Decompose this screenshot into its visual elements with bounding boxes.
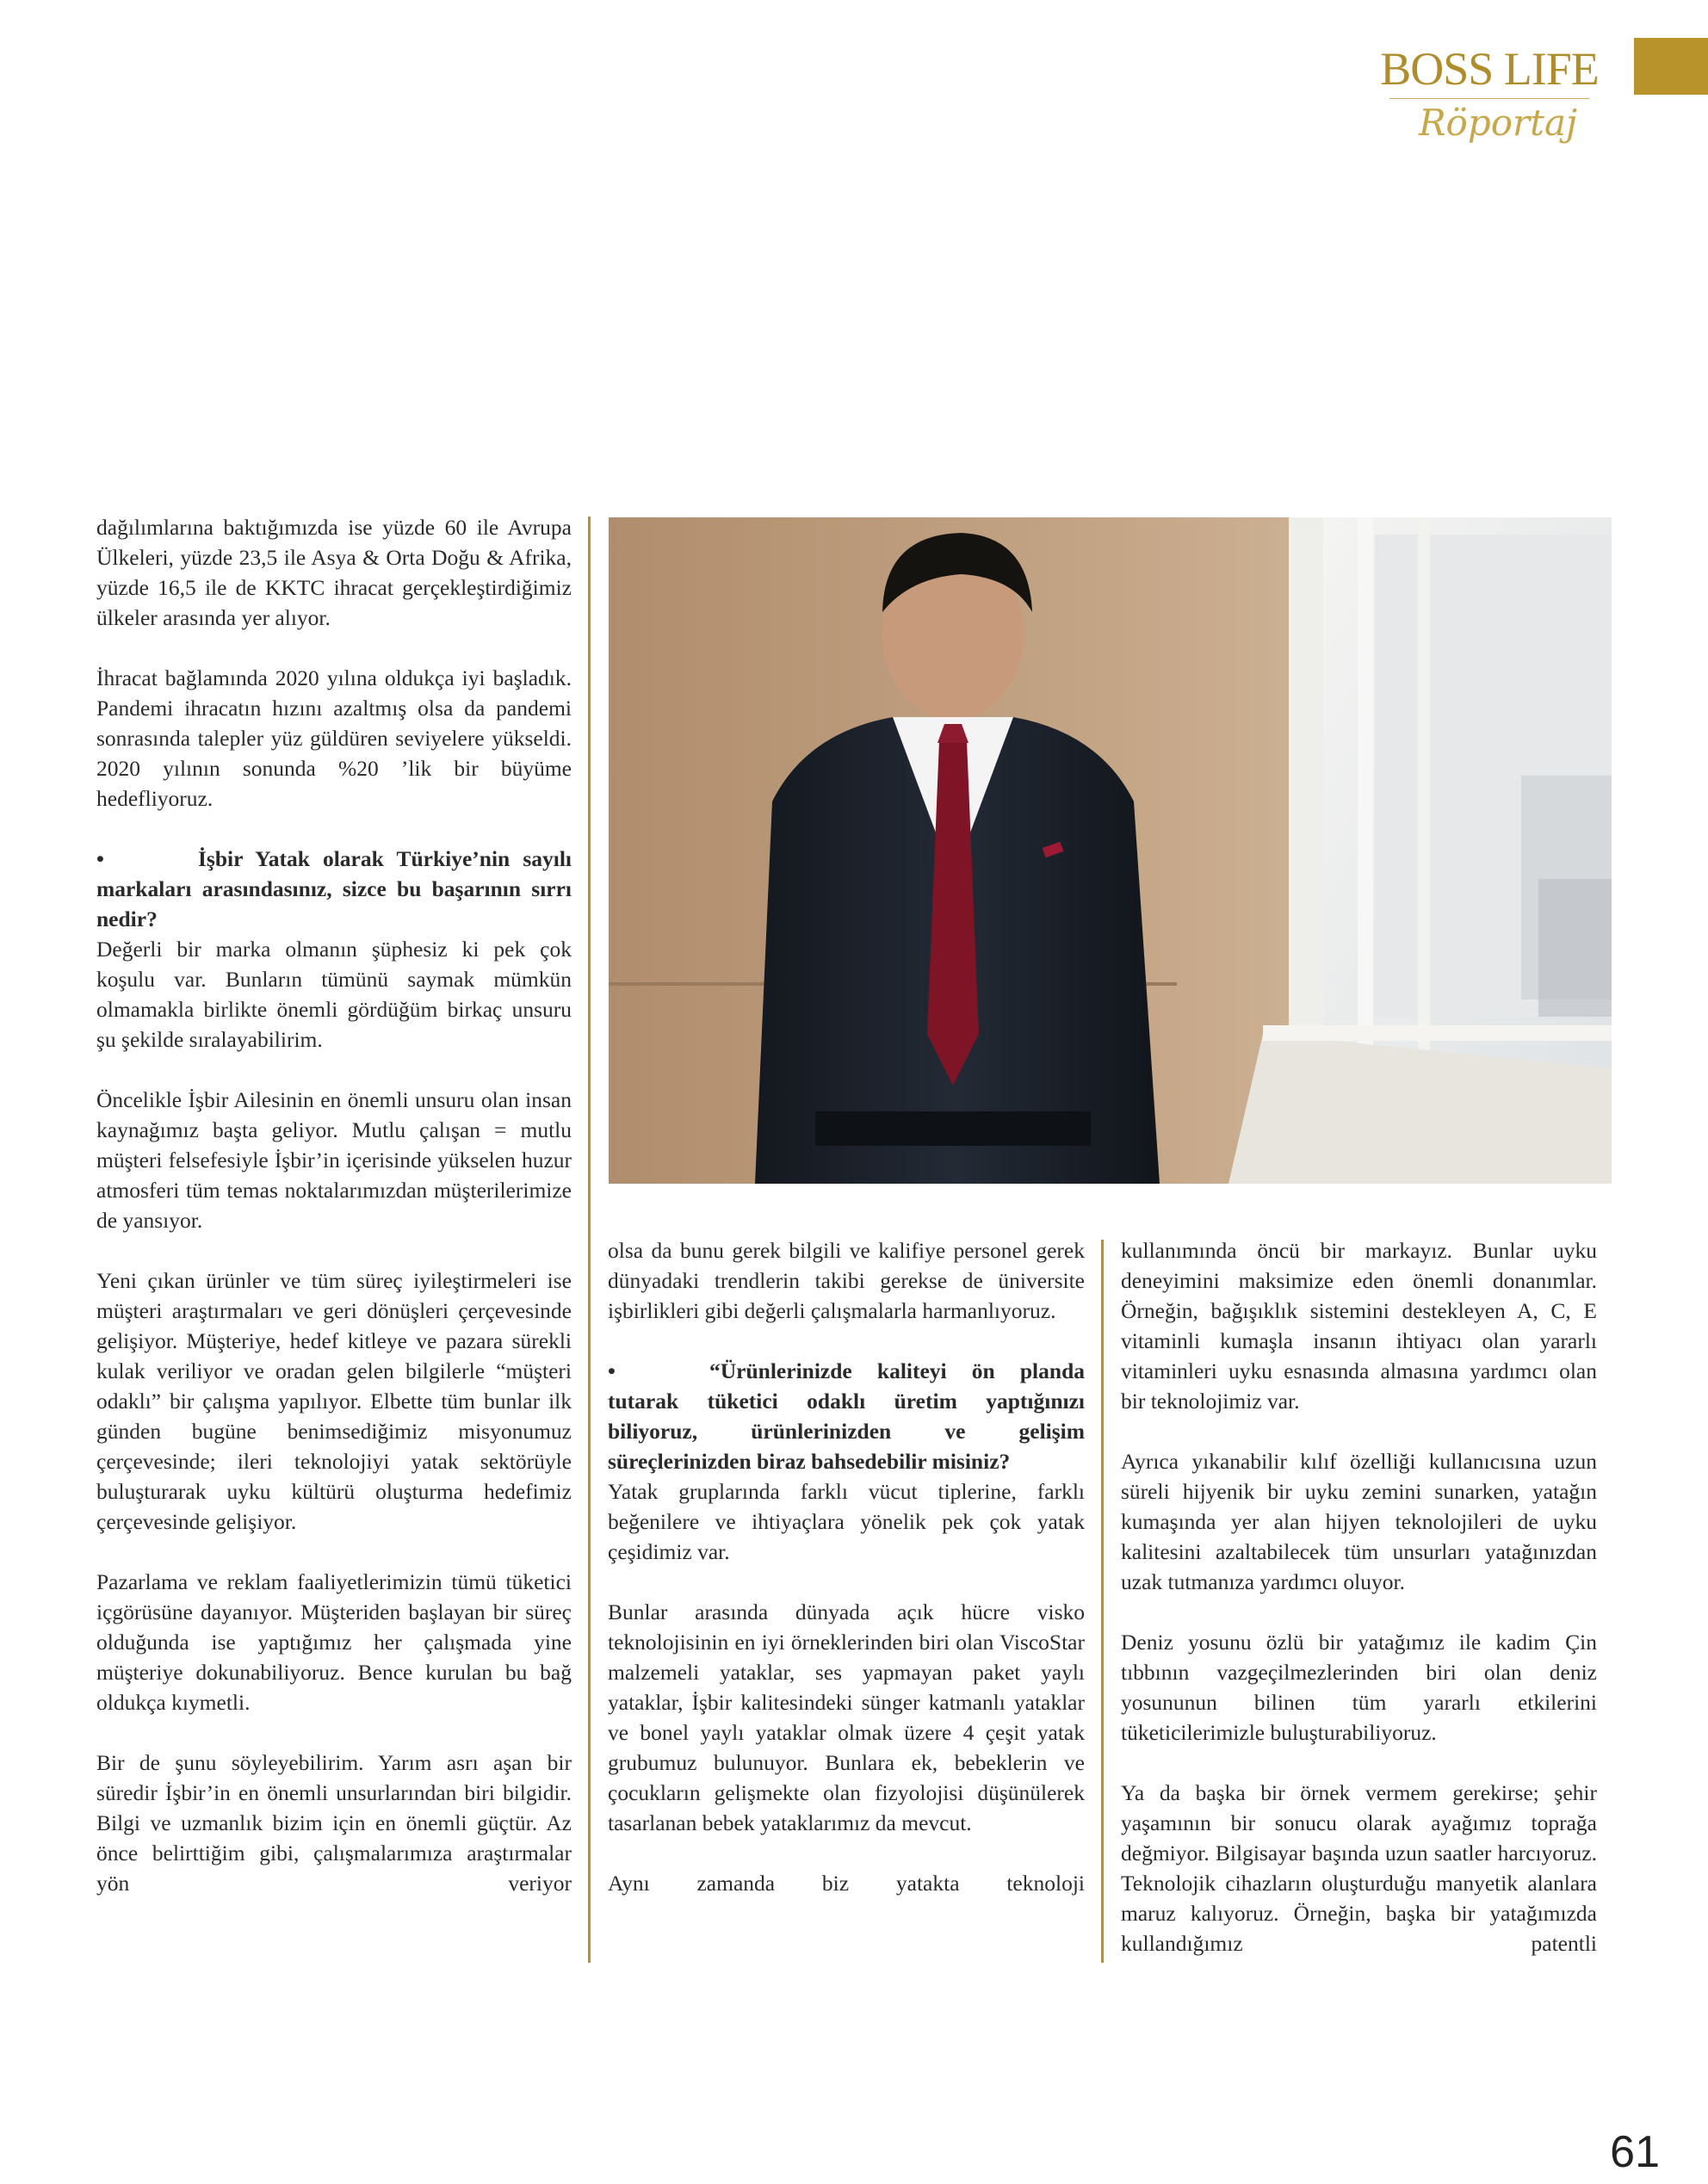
interview-question-1 [96, 844, 572, 1055]
column-divider [588, 517, 591, 1963]
paragraph: olsa da bunu gerek bilgili ve kalifiye personel gerek dünyadaki trendlerin takibi gerekse de üniversite işbirlikleri gibi değerli çalışmalarla harmanlıyoruz. [608, 1238, 1085, 1323]
question-block [96, 846, 572, 931]
bullet: • [608, 1358, 616, 1383]
gold-tab-marker [1634, 38, 1708, 95]
paragraph: Deniz yosunu özlü bir yatağımız ile kadim Çin tıbbının vazgeçilmezlerinden biri olan deniz yosununun bilinen tüm yararlı etkilerini tüketicilerimizle buluşturabiliyoruz. [1121, 1630, 1597, 1745]
brand-logo: BOSS LIFE [1380, 43, 1599, 95]
paragraph: Pazarlama ve reklam faaliyetlerimizin tümü tüketici içgörüsüne dayanıyor. Müşteriden başlayan bir süreç olduğunda ise yaptığımız her çalışmada yine müşteriye dokunabiliyoruz. Bence kurulan bu bağ oldukça kıymetli. [96, 1569, 572, 1715]
interview-question-2 [608, 1356, 1085, 1567]
text-column-3 [1121, 1235, 1597, 1958]
paragraph: Öncelikle İşbir Ailesinin en önemli unsuru olan insan kaynağımız başta geliyor. Mutlu çalışan = mutlu müşteri felsefesiyle İşbir’in içerisinde yükselen huzur atmosferi tüm temas noktalarımızdan müşterilerimize de yansıyor. [96, 1087, 572, 1233]
paragraph: Bir de şunu söyleyebilirim. Yarım asrı aşan bir süredir İşbir’in en önemli unsurlarından biri bilgidir. Bilgi ve uzmanlık bizim için en önemli güçtür. Az önce belirttiğim gibi, çalışmalarımıza araştırmalar yön veriyor [96, 1750, 572, 1896]
question-text: “Ürünlerinizde kaliteyi ön planda tutarak tüketici odaklı üretim yaptığınızı biliyoruz, ürünlerinizden ve gelişim süreçlerinizden biraz bahsedebilir misiniz? [608, 1358, 1085, 1474]
page-number: 61 [1610, 2127, 1660, 2177]
question-text: İşbir Yatak olarak Türkiye’nin sayılı markaları arasındasınız, sizce bu başarının sırrı nedir? [96, 846, 572, 931]
paragraph: İhracat bağlamında 2020 yılına oldukça iyi başladık. Pandemi ihracatın hızını azaltmış olsa da pandemi sonrasında talepler yüz güldüren seviyelere yükseldi. 2020 yılının sonunda %20 ’lik bir büyüme hedefliyoruz. [96, 665, 572, 811]
answer-text: Yatak gruplarında farklı vücut tiplerine, farklı beğenilere ve ihtiyaçlara yönelik pek çok yatak çeşidimiz var. [608, 1479, 1085, 1564]
paragraph: kullanımında öncü bir markayız. Bunlar uyku deneyimini maksimize eden önemli donanımlar. Örneğin, bağışıklık sistemini destekleyen A, C, E vitaminli kumaşla insanın ihtiyacı olan yararlı vitaminleri uyku esnasında almasına yardımcı olan bir teknolojimiz var. [1121, 1238, 1597, 1414]
paragraph: Ayrıca yıkanabilir kılıf özelliği kullanıcısına uzun süreli hijyenik bir uyku zemini sunarken, yatağın kumaşında yer alan hijyen teknolojileri de uyku kalitesini azaltabilecek tüm unsurları yatağınızdan uzak tutmanıza yardımcı oluyor. [1121, 1449, 1597, 1594]
text-column-1 [96, 512, 572, 1898]
column-divider [1101, 1240, 1104, 1963]
paragraph: dağılımlarına baktığımızda ise yüzde 60 ile Avrupa Ülkeleri, yüzde 23,5 ile Asya & Orta Doğu & Afrika, yüzde 16,5 ile de KKTC ihracat gerçekleştirdiğimiz ülkeler arasında yer alıyor. [96, 515, 572, 630]
paragraph: Aynı zamanda biz yatakta teknoloji [608, 1871, 1085, 1896]
text-column-2 [608, 1235, 1085, 1898]
paragraph: Yeni çıkan ürünler ve tüm süreç iyileştirmeleri ise müşteri araştırmaları ve geri dönüşleri çerçevesinde gelişiyor. Müşteriye, hedef kitleye ve pazara sürekli kulak veriliyor ve oradan gelen bilgilerle “müşteri odaklı” bir çalışma yapılıyor. Elbette tüm bunlar ilk günden bugüne benimsediğimiz misyonumuz çerçevesinde; ileri teknolojiyi yatak sektörüyle buluşturarak uyku kültürü oluşturma hedefimiz çerçevesinde gelişiyor. [96, 1268, 572, 1534]
bullet: • [96, 846, 104, 871]
answer-text: Değerli bir marka olmanın şüphesiz ki pek çok koşulu var. Bunların tümünü saymak mümkün olmamakla birlikte önemli gördüğüm birkaç unsuru şu şekilde sıralayabilirim. [96, 937, 572, 1052]
logo-rule [1389, 98, 1589, 99]
question-block [608, 1358, 1085, 1474]
paragraph: Bunlar arasında dünyada açık hücre visko teknolojisinin en iyi örneklerinden biri olan ViscoStar malzemeli yataklar, ses yapmayan paket yaylı yataklar, İşbir kalitesindeki sünger katmanlı yataklar ve bonel yaylı yataklar olmak üzere 4 çeşit yatak grubumuz bulunuyor. Bunlara ek, bebeklerin ve çocukların gelişmekte olan fizyolojisi düşünülerek tasarlanan bebek yataklarımız da mevcut. [608, 1599, 1085, 1835]
portrait-photo [609, 517, 1612, 1184]
paragraph: Ya da başka bir örnek vermem gerekirse; şehir yaşamının bir sonucu olarak ayağımız toprağa değmiyor. Bilgisayar başında uzun saatler harcıyoruz. Teknolojik cihazların oluşturduğu manyetik alanlara maruz kalıyoruz. Örneğin, başka bir yatağımızda kullandığımız patentli [1121, 1780, 1597, 1956]
section-label: Röportaj [1418, 102, 1578, 144]
masthead [1377, 41, 1610, 145]
